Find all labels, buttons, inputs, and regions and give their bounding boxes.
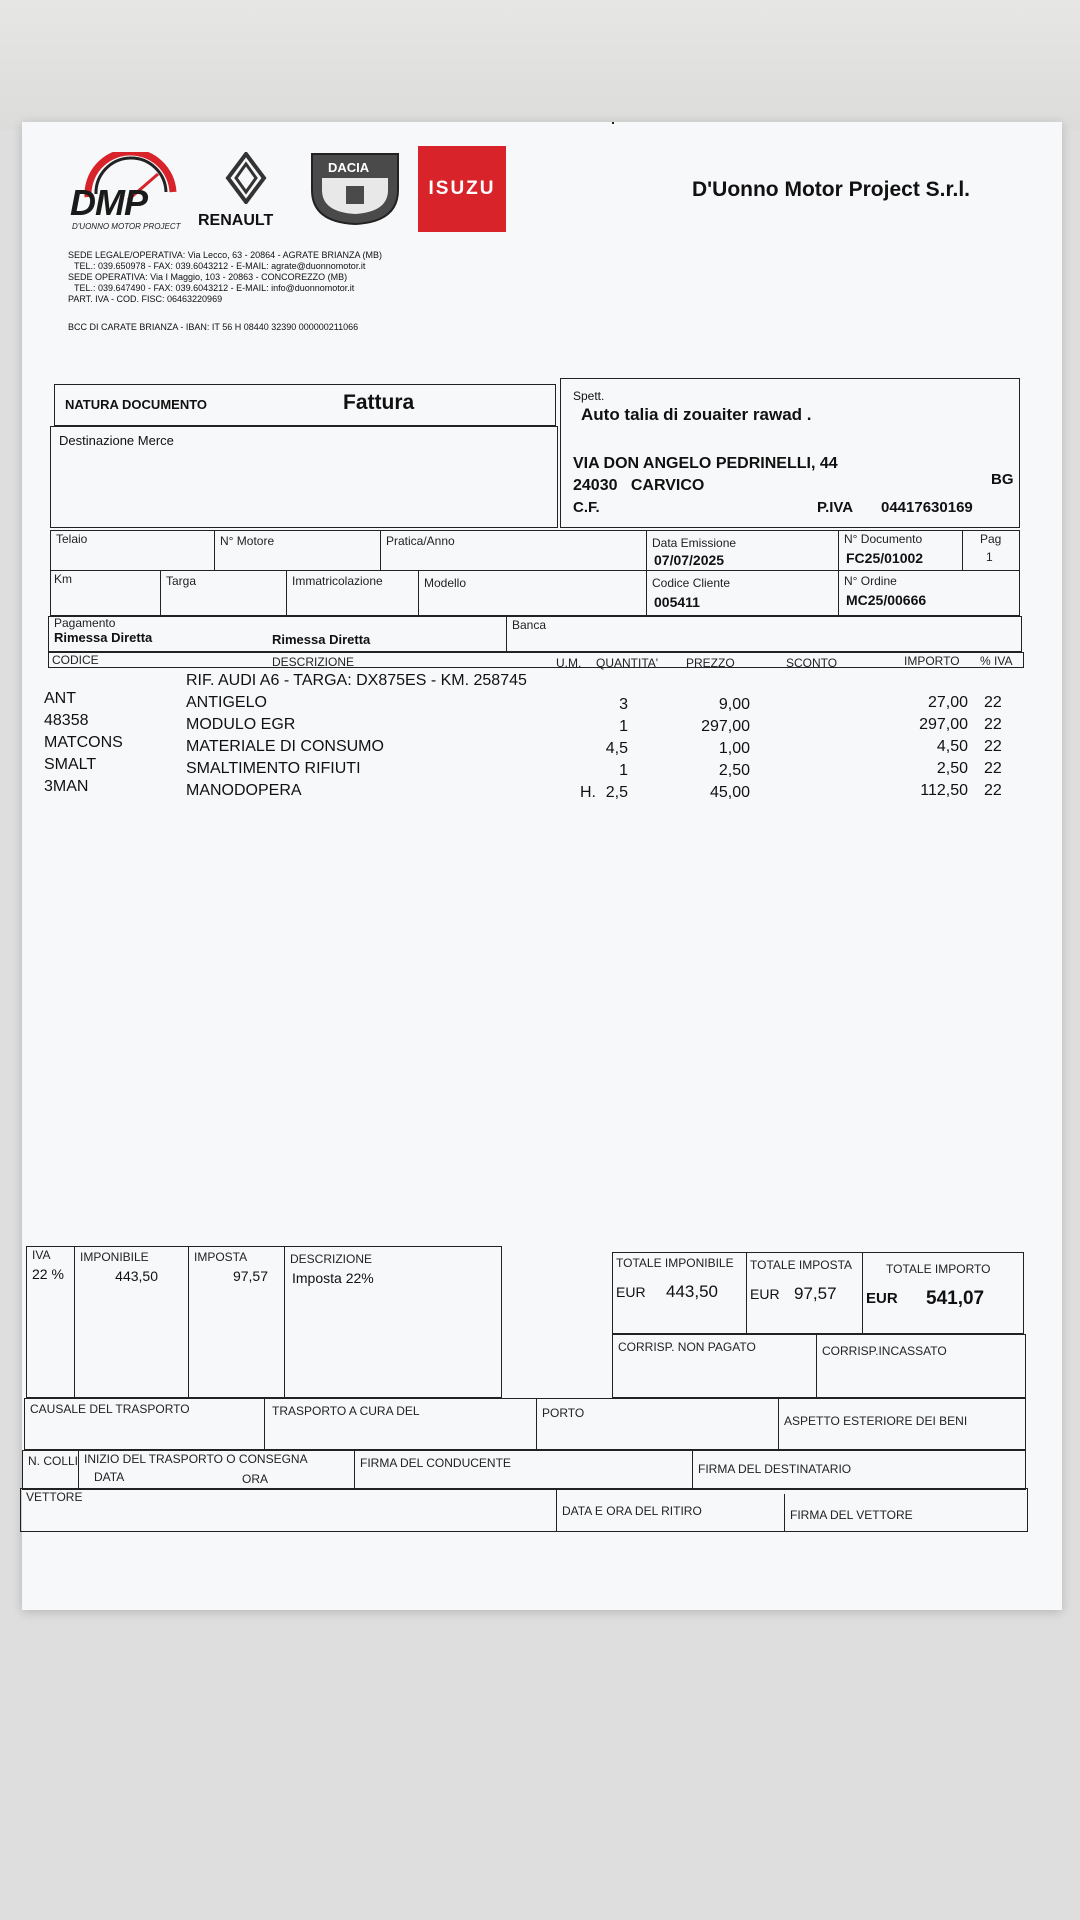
pagamento-label: Pagamento	[54, 616, 116, 630]
iva-value: 22 %	[32, 1266, 64, 1282]
tot-imponibile-label: TOTALE IMPONIBILE	[616, 1256, 734, 1270]
row-descrizione: MANODOPERA	[186, 782, 302, 799]
document-type: Fattura	[343, 391, 415, 414]
destinazione-merce-label: Destinazione Merce	[59, 433, 174, 448]
immatricolazione-label: Immatricolazione	[292, 574, 383, 588]
tot-importo-currency: EUR	[866, 1290, 898, 1307]
company-name: D'Uonno Motor Project S.r.l.	[692, 178, 971, 201]
address-line: SEDE LEGALE/OPERATIVA: Via Lecco, 63 - 20864 - AGRATE BRIANZA (MB)	[68, 250, 382, 260]
row-importo: 112,50	[920, 782, 968, 799]
header-um: U.M.	[556, 656, 582, 670]
address-line: PART. IVA - COD. FISC: 06463220969	[68, 294, 223, 304]
row-descrizione: MODULO EGR	[186, 716, 296, 733]
header-sconto: SCONTO	[786, 656, 838, 670]
row-iva: 22	[984, 760, 1002, 777]
row-quantita: 1	[619, 762, 628, 779]
row-importo: 27,00	[927, 694, 968, 711]
banca-label: Banca	[512, 618, 547, 632]
imposta-value: 97,57	[232, 1268, 268, 1284]
row-iva: 22	[984, 738, 1002, 755]
data-ritiro-label: DATA E ORA DEL RITIRO	[562, 1504, 702, 1518]
company-address	[68, 250, 382, 305]
natura-documento-label: NATURA DOCUMENTO	[65, 397, 208, 412]
dmp-logo-text: DMP	[70, 182, 147, 223]
bank-details: BCC DI CARATE BRIANZA - IBAN: IT 56 H 08440 32390 000000211066	[68, 322, 359, 332]
n-colli-label: N. COLLI	[28, 1454, 79, 1468]
row-quantita: 1	[619, 718, 628, 735]
imponibile-label: IMPONIBILE	[80, 1250, 149, 1264]
n-ordine-label: N° Ordine	[844, 574, 897, 588]
row-prezzo: 2,50	[718, 762, 750, 779]
pratica-label: Pratica/Anno	[386, 534, 455, 548]
modello-label: Modello	[424, 576, 467, 590]
descrizione-label: DESCRIZIONE	[290, 1252, 373, 1266]
corrisp-non-pagato-label: CORRISP. NON PAGATO	[618, 1340, 756, 1354]
natura-documento-box	[54, 384, 556, 426]
n-documento-label: N° Documento	[844, 532, 923, 546]
customer-street: VIA DON ANGELO PEDRINELLI, 44	[573, 455, 838, 472]
isuzu-logo: ISUZU	[418, 146, 506, 232]
row-quantita: 2,5	[605, 784, 628, 801]
row-importo: 4,50	[936, 738, 968, 755]
pag-label: Pag	[980, 532, 1002, 546]
tot-imposta-label: TOTALE IMPOSTA	[750, 1258, 853, 1272]
renault-logo-icon	[224, 152, 268, 204]
row-importo: 2,50	[936, 760, 968, 777]
n-documento-value: FC25/01002	[846, 550, 924, 566]
row-codice: 48358	[44, 712, 89, 729]
header-prezzo: PREZZO	[686, 656, 735, 670]
row-prezzo: 9,00	[718, 696, 750, 713]
address-line: TEL.: 039.647490 - FAX: 039.6043212 - E-MAIL: info@duonnomotor.it	[74, 283, 355, 293]
aspetto-beni-label: ASPETTO ESTERIORE DEI BENI	[784, 1414, 968, 1428]
row-quantita: 3	[619, 696, 628, 713]
customer-city: 24030 CARVICO	[573, 477, 705, 494]
km-label: Km	[54, 572, 72, 586]
vehicle-reference: RIF. AUDI A6 - TARGA: DX875ES - KM. 258745	[186, 672, 527, 689]
spett-label: Spett.	[573, 389, 605, 403]
tot-imposta-currency: EUR	[750, 1286, 780, 1302]
firma-vettore-label: FIRMA DEL VETTORE	[790, 1508, 913, 1522]
background-top	[0, 0, 1080, 130]
row-importo: 297,00	[919, 716, 968, 733]
pag-value: 1	[986, 550, 993, 564]
row-codice: SMALT	[44, 756, 97, 773]
porto-label: PORTO	[542, 1406, 585, 1420]
row-prezzo: 297,00	[701, 718, 750, 735]
codice-cliente-label: Codice Cliente	[652, 576, 731, 590]
imposta-label: IMPOSTA	[194, 1250, 248, 1264]
customer-province: BG	[991, 471, 1014, 488]
row-descrizione: MATERIALE DI CONSUMO	[186, 738, 384, 755]
descrizione-value: Imposta 22%	[292, 1270, 374, 1286]
row-prezzo: 45,00	[709, 784, 750, 801]
codice-cliente-value: 005411	[654, 594, 700, 610]
pagamento-value-secondary: Rimessa Diretta	[272, 632, 371, 647]
header-importo: IMPORTO	[904, 654, 960, 668]
firma-conducente-label: FIRMA DEL CONDUCENTE	[360, 1456, 511, 1470]
header-codice: CODICE	[52, 653, 99, 667]
tot-imposta-value: 97,57	[794, 1284, 837, 1303]
vettore-label: VETTORE	[26, 1490, 83, 1504]
piva-label: P.IVA	[817, 499, 854, 516]
data-label: DATA	[94, 1470, 125, 1484]
iva-label: IVA	[32, 1248, 51, 1262]
invoice-paper	[22, 122, 1062, 1610]
renault-brand-label: RENAULT	[198, 212, 274, 229]
table-header	[48, 652, 1024, 668]
targa-label: Targa	[166, 574, 197, 588]
data-emissione-value: 07/07/2025	[654, 552, 725, 568]
tot-imponibile-currency: EUR	[616, 1284, 646, 1300]
destinazione-merce-box	[50, 426, 558, 528]
customer-name: Auto talia di zouaiter rawad .	[581, 405, 812, 424]
pagamento-value: Rimessa Diretta	[54, 630, 153, 645]
header-iva: % IVA	[980, 654, 1013, 668]
tot-importo-label: TOTALE IMPORTO	[886, 1262, 991, 1276]
dmp-logo-subtitle: D'UONNO MOTOR PROJECT	[72, 222, 181, 231]
cf-label: C.F.	[573, 499, 600, 516]
trasporto-a-cura-label: TRASPORTO A CURA DEL	[272, 1404, 420, 1418]
row-prezzo: 1,00	[718, 740, 750, 757]
dacia-brand-label: DACIA	[328, 160, 370, 175]
row-codice: 3MAN	[44, 778, 89, 795]
row-iva: 22	[984, 782, 1002, 799]
row-codice: ANT	[44, 690, 76, 707]
row-iva: 22	[984, 694, 1002, 711]
motore-label: N° Motore	[220, 534, 275, 548]
tot-imponibile-value: 443,50	[666, 1282, 718, 1301]
piva-value: 04417630169	[881, 499, 973, 516]
address-line: TEL.: 039.650978 - FAX: 039.6043212 - E-MAIL: agrate@duonnomotor.it	[74, 261, 366, 271]
tot-importo-value: 541,07	[926, 1288, 985, 1309]
row-um: H.	[580, 784, 596, 801]
row-quantita: 4,5	[605, 740, 628, 757]
header-quantita: QUANTITA'	[596, 656, 659, 670]
row-codice: MATCONS	[44, 734, 123, 751]
address-line: SEDE OPERATIVA: Via I Maggio, 103 - 20863 - CONCOREZZO (MB)	[68, 272, 348, 282]
ora-label: ORA	[242, 1472, 269, 1486]
customer-box	[560, 378, 1020, 528]
row-iva: 22	[984, 716, 1002, 733]
telaio-label: Telaio	[56, 532, 88, 546]
imponibile-value: 443,50	[115, 1268, 158, 1284]
row-descrizione: ANTIGELO	[186, 694, 267, 711]
firma-destinatario-label: FIRMA DEL DESTINATARIO	[698, 1462, 852, 1476]
inizio-trasporto-label: INIZIO DEL TRASPORTO O CONSEGNA	[84, 1452, 308, 1466]
data-emissione-label: Data Emissione	[652, 536, 737, 550]
header-descrizione: DESCRIZIONE	[272, 655, 355, 669]
causale-trasporto-label: CAUSALE DEL TRASPORTO	[30, 1402, 190, 1416]
n-ordine-value: MC25/00666	[846, 592, 927, 608]
corrisp-incassato-label: CORRISP.INCASSATO	[822, 1344, 947, 1358]
row-descrizione: SMALTIMENTO RIFIUTI	[186, 760, 361, 777]
